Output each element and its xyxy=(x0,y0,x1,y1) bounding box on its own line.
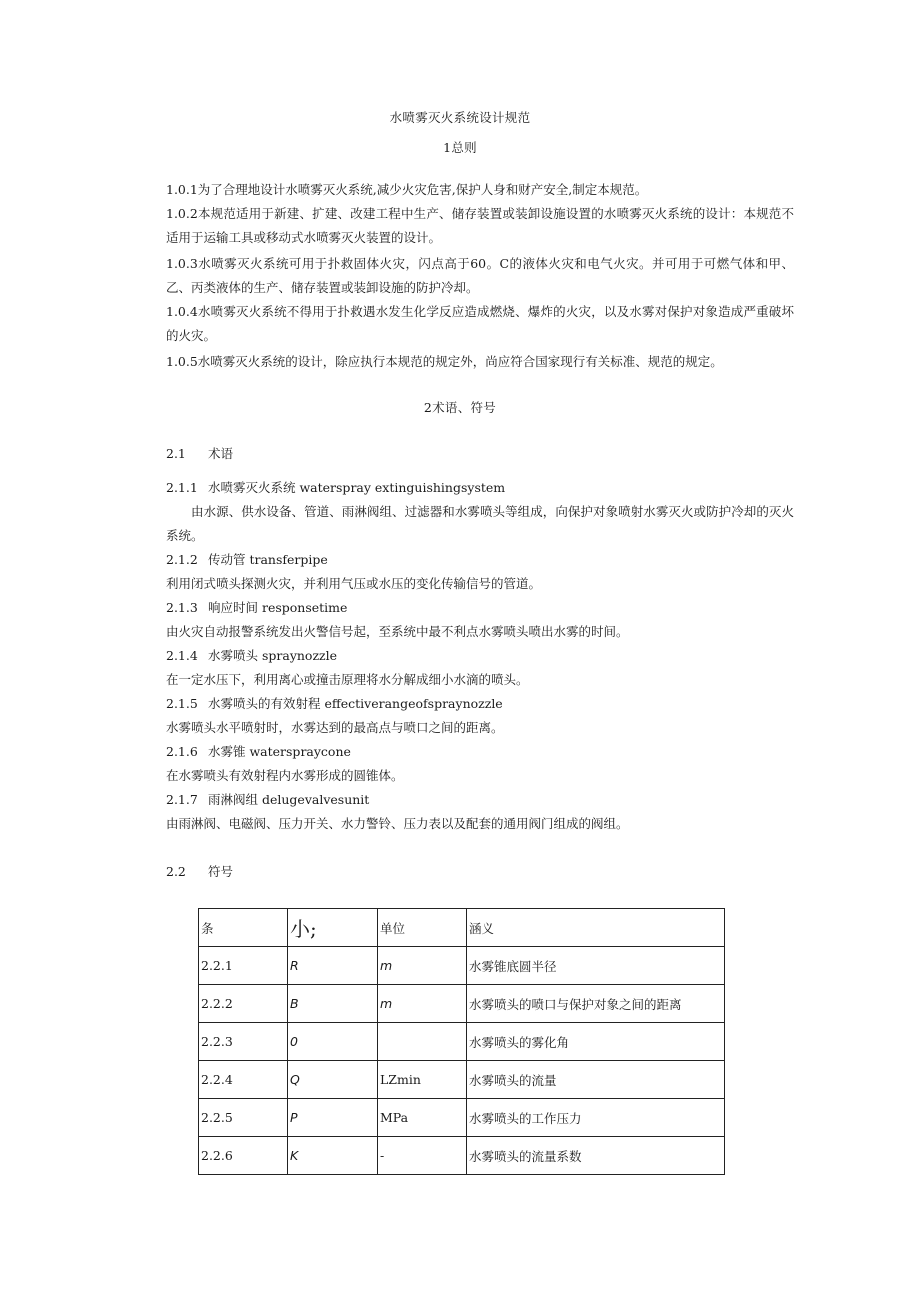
section-2-2-number: 2.2 xyxy=(166,864,186,879)
term-number: 2.1.1 xyxy=(166,480,198,495)
term-number: 2.1.6 xyxy=(166,744,198,759)
section-2-1-number: 2.1 xyxy=(166,446,186,461)
header-cell-clause: 条 xyxy=(199,909,288,947)
table-row xyxy=(199,985,725,1023)
chapter-2-heading: 2术语、符号 xyxy=(423,400,497,415)
cell-unit: m xyxy=(378,985,467,1023)
cell-unit xyxy=(378,1023,467,1061)
cell-meaning: 水雾喷头的工作压力 xyxy=(467,1099,725,1137)
cell-symbol: 0 xyxy=(288,1023,378,1061)
term-2-1-4-definition: 在一定水压下，利用离心或撞击原理将水分解成细小水滴的喷头。 xyxy=(166,672,529,687)
clause-1-0-3-text: 1.0.3水喷雾灭火系统可用于扑救固体火灾，闪点高于60。C的液体火灾和电气火灾。并可用于可燃气体和甲、乙、丙类液体的生产、储存装置或装卸设施的防护冷却。 xyxy=(166,256,794,295)
table-row xyxy=(199,1023,725,1061)
cell-symbol: K xyxy=(288,1137,378,1175)
term-2-1-4-heading xyxy=(166,646,337,664)
term-number: 2.1.3 xyxy=(166,600,198,615)
term-2-1-6-definition: 在水雾喷头有效射程内水雾形成的圆锥体。 xyxy=(166,768,404,783)
clause-1-0-1: 1.0.1为了合理地设计水喷雾灭火系统,减少火灾危害,保护人身和财产安全,制定本规范。 xyxy=(166,182,648,197)
term-2-1-3-definition: 由火灾自动报警系统发出火警信号起，至系统中最不利点水雾喷头喷出水雾的时间。 xyxy=(166,624,629,639)
cell-meaning: 水雾喷头的雾化角 xyxy=(467,1023,725,1061)
cell-clause: 2.2.4 xyxy=(199,1061,288,1099)
term-name: 水雾喷头的有效射程 effectiverangeofspraynozzle xyxy=(208,696,503,711)
term-number: 2.1.7 xyxy=(166,792,198,807)
cell-symbol: B xyxy=(288,985,378,1023)
clause-1-0-5: 1.0.5水喷雾灭火系统的设计，除应执行本规范的规定外，尚应符合国家现行有关标准、规范的规定。 xyxy=(166,354,723,369)
term-2-1-1-heading xyxy=(166,478,505,496)
term-2-1-1-definition xyxy=(166,500,794,548)
chapter-1-heading: 1总则 xyxy=(443,140,477,155)
clause-1-0-4-text: 1.0.4水喷雾灭火系统不得用于扑救遇水发生化学反应造成燃烧、爆炸的火灾，以及水雾对保护对象造成严重破坏的火灾。 xyxy=(166,304,794,343)
cell-symbol: Q xyxy=(288,1061,378,1099)
term-number: 2.1.4 xyxy=(166,648,198,663)
cell-symbol: P xyxy=(288,1099,378,1137)
clause-1-0-2-text: 1.0.2本规范适用于新建、扩建、改建工程中生产、储存装置或装卸设施设置的水喷雾灭火系统的设计：本规范不适用于运输工具或移动式水喷雾灭火装置的设计。 xyxy=(166,206,794,245)
cell-meaning: 水雾喷头的流量系数 xyxy=(467,1137,725,1175)
table-header-row xyxy=(199,909,725,947)
section-2-2-heading xyxy=(166,862,233,880)
cell-unit: - xyxy=(378,1137,467,1175)
header-cell-symbol: 小; xyxy=(288,909,378,947)
cell-clause: 2.2.1 xyxy=(199,947,288,985)
term-number: 2.1.2 xyxy=(166,552,198,567)
cell-clause: 2.2.5 xyxy=(199,1099,288,1137)
term-2-1-5-definition: 水雾喷头水平喷射时，水雾达到的最高点与喷口之间的距离。 xyxy=(166,720,504,735)
section-2-1-heading xyxy=(166,444,233,462)
cell-unit: m xyxy=(378,947,467,985)
section-2-1-label: 术语 xyxy=(208,446,234,461)
cell-unit: LZmin xyxy=(378,1061,467,1099)
term-2-1-7-definition: 由雨淋阀、电磁阀、压力开关、水力警铃、压力表以及配套的通用阀门组成的阀组。 xyxy=(166,816,629,831)
term-2-1-2-heading xyxy=(166,550,328,568)
table-row xyxy=(199,947,725,985)
clause-1-0-3 xyxy=(166,252,794,300)
cell-unit: MPa xyxy=(378,1099,467,1137)
term-name: 雨淋阀组 delugevalvesunit xyxy=(208,792,370,807)
term-2-1-2-definition: 利用闭式喷头探测火灾，并利用气压或水压的变化传输信号的管道。 xyxy=(166,576,542,591)
term-name: 水喷雾灭火系统 waterspray extinguishingsystem xyxy=(208,480,506,495)
cell-clause: 2.2.6 xyxy=(199,1137,288,1175)
section-2-2-label: 符号 xyxy=(208,864,234,879)
table-row xyxy=(199,1061,725,1099)
term-number: 2.1.5 xyxy=(166,696,198,711)
table-row xyxy=(199,1137,725,1175)
header-cell-meaning: 涵义 xyxy=(467,909,725,947)
term-name: 水雾锥 waterspraycone xyxy=(208,744,351,759)
cell-clause: 2.2.3 xyxy=(199,1023,288,1061)
header-cell-unit: 单位 xyxy=(378,909,467,947)
term-definition: 由水源、供水设备、管道、雨淋阀组、过滤器和水雾喷头等组成，向保护对象喷射水雾灭火或防护冷却的灭火系统。 xyxy=(166,504,794,543)
table-row xyxy=(199,1099,725,1137)
term-name: 传动管 transferpipe xyxy=(208,552,328,567)
term-name: 水雾喷头 spraynozzle xyxy=(208,648,338,663)
cell-clause: 2.2.2 xyxy=(199,985,288,1023)
cell-meaning: 水雾喷头的流量 xyxy=(467,1061,725,1099)
document-title: 水喷雾灭火系统设计规范 xyxy=(389,110,531,125)
cell-meaning: 水雾锥底圆半径 xyxy=(467,947,725,985)
term-2-1-7-heading xyxy=(166,790,369,808)
term-2-1-3-heading xyxy=(166,598,347,616)
term-name: 响应时间 responsetime xyxy=(208,600,348,615)
cell-symbol: R xyxy=(288,947,378,985)
clause-1-0-4 xyxy=(166,300,794,348)
clause-1-0-2 xyxy=(166,202,794,250)
symbols-table xyxy=(198,908,725,1175)
term-2-1-6-heading xyxy=(166,742,351,760)
term-2-1-5-heading xyxy=(166,694,503,712)
cell-meaning: 水雾喷头的喷口与保护对象之间的距离 xyxy=(467,985,725,1023)
